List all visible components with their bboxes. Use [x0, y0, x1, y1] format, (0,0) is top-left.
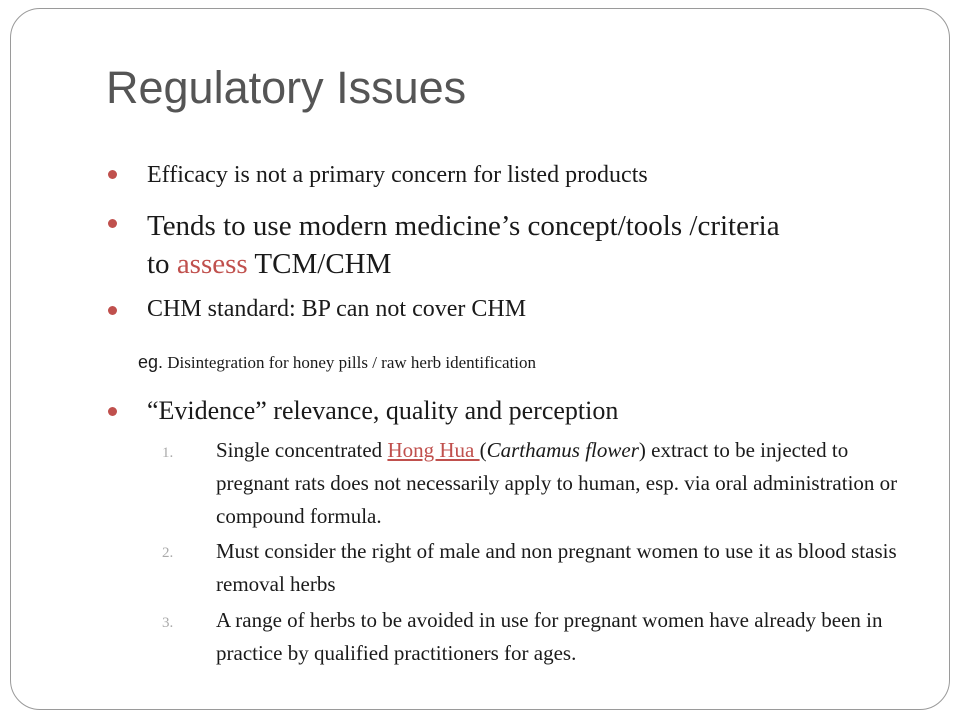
example-text: Disintegration for honey pills / raw herb identification	[163, 353, 536, 372]
item-2-text: Must consider the right of male and non pregnant women to use it as blood stasis removal herbs	[216, 539, 897, 596]
example-line	[138, 352, 536, 373]
bullet-1-text: Efficacy is not a primary concern for listed products	[147, 162, 648, 188]
bullet-3-text: CHM standard: BP can not cover CHM	[147, 296, 527, 322]
bullet-4-text: “Evidence” relevance, quality and perception	[147, 396, 619, 425]
bullet-2-line1: Tends to use modern medicine’s concept/tools /criteria	[147, 210, 780, 242]
bullet-dot-3	[108, 306, 117, 315]
bullet-2-accent-word: assess	[176, 248, 248, 280]
bullet-2-line2-pre: to	[147, 248, 177, 280]
hong-hua-link[interactable]: Hong Hua	[387, 438, 480, 462]
bullet-2-line2-post: TCM/CHM	[247, 248, 392, 280]
example-prefix: eg.	[138, 352, 164, 372]
item-1-text	[216, 434, 916, 533]
slide-title: Regulatory Issues	[106, 62, 467, 113]
item-1-post: ) extract to be injected to pregnant rats does not necessarily apply to human, esp. via oral administration or compound formula.	[216, 438, 898, 528]
item-1-pre: Single concentrated	[216, 438, 388, 462]
item-3-text: A range of herbs to be avoided in use for pregnant women have already been in practice by qualified practitioners for ages.	[216, 608, 883, 665]
item-1-paren: (	[479, 438, 487, 462]
item-2-number: 2.	[162, 545, 174, 561]
item-3-number: 3.	[162, 615, 174, 631]
item-1-number: 1.	[162, 445, 174, 461]
bullet-dot-1	[108, 170, 117, 179]
bullet-dot-4	[108, 407, 117, 416]
bullet-2-text	[147, 207, 780, 283]
bullet-dot-2	[108, 219, 117, 228]
item-1-italic: Carthamus flower	[486, 438, 639, 462]
